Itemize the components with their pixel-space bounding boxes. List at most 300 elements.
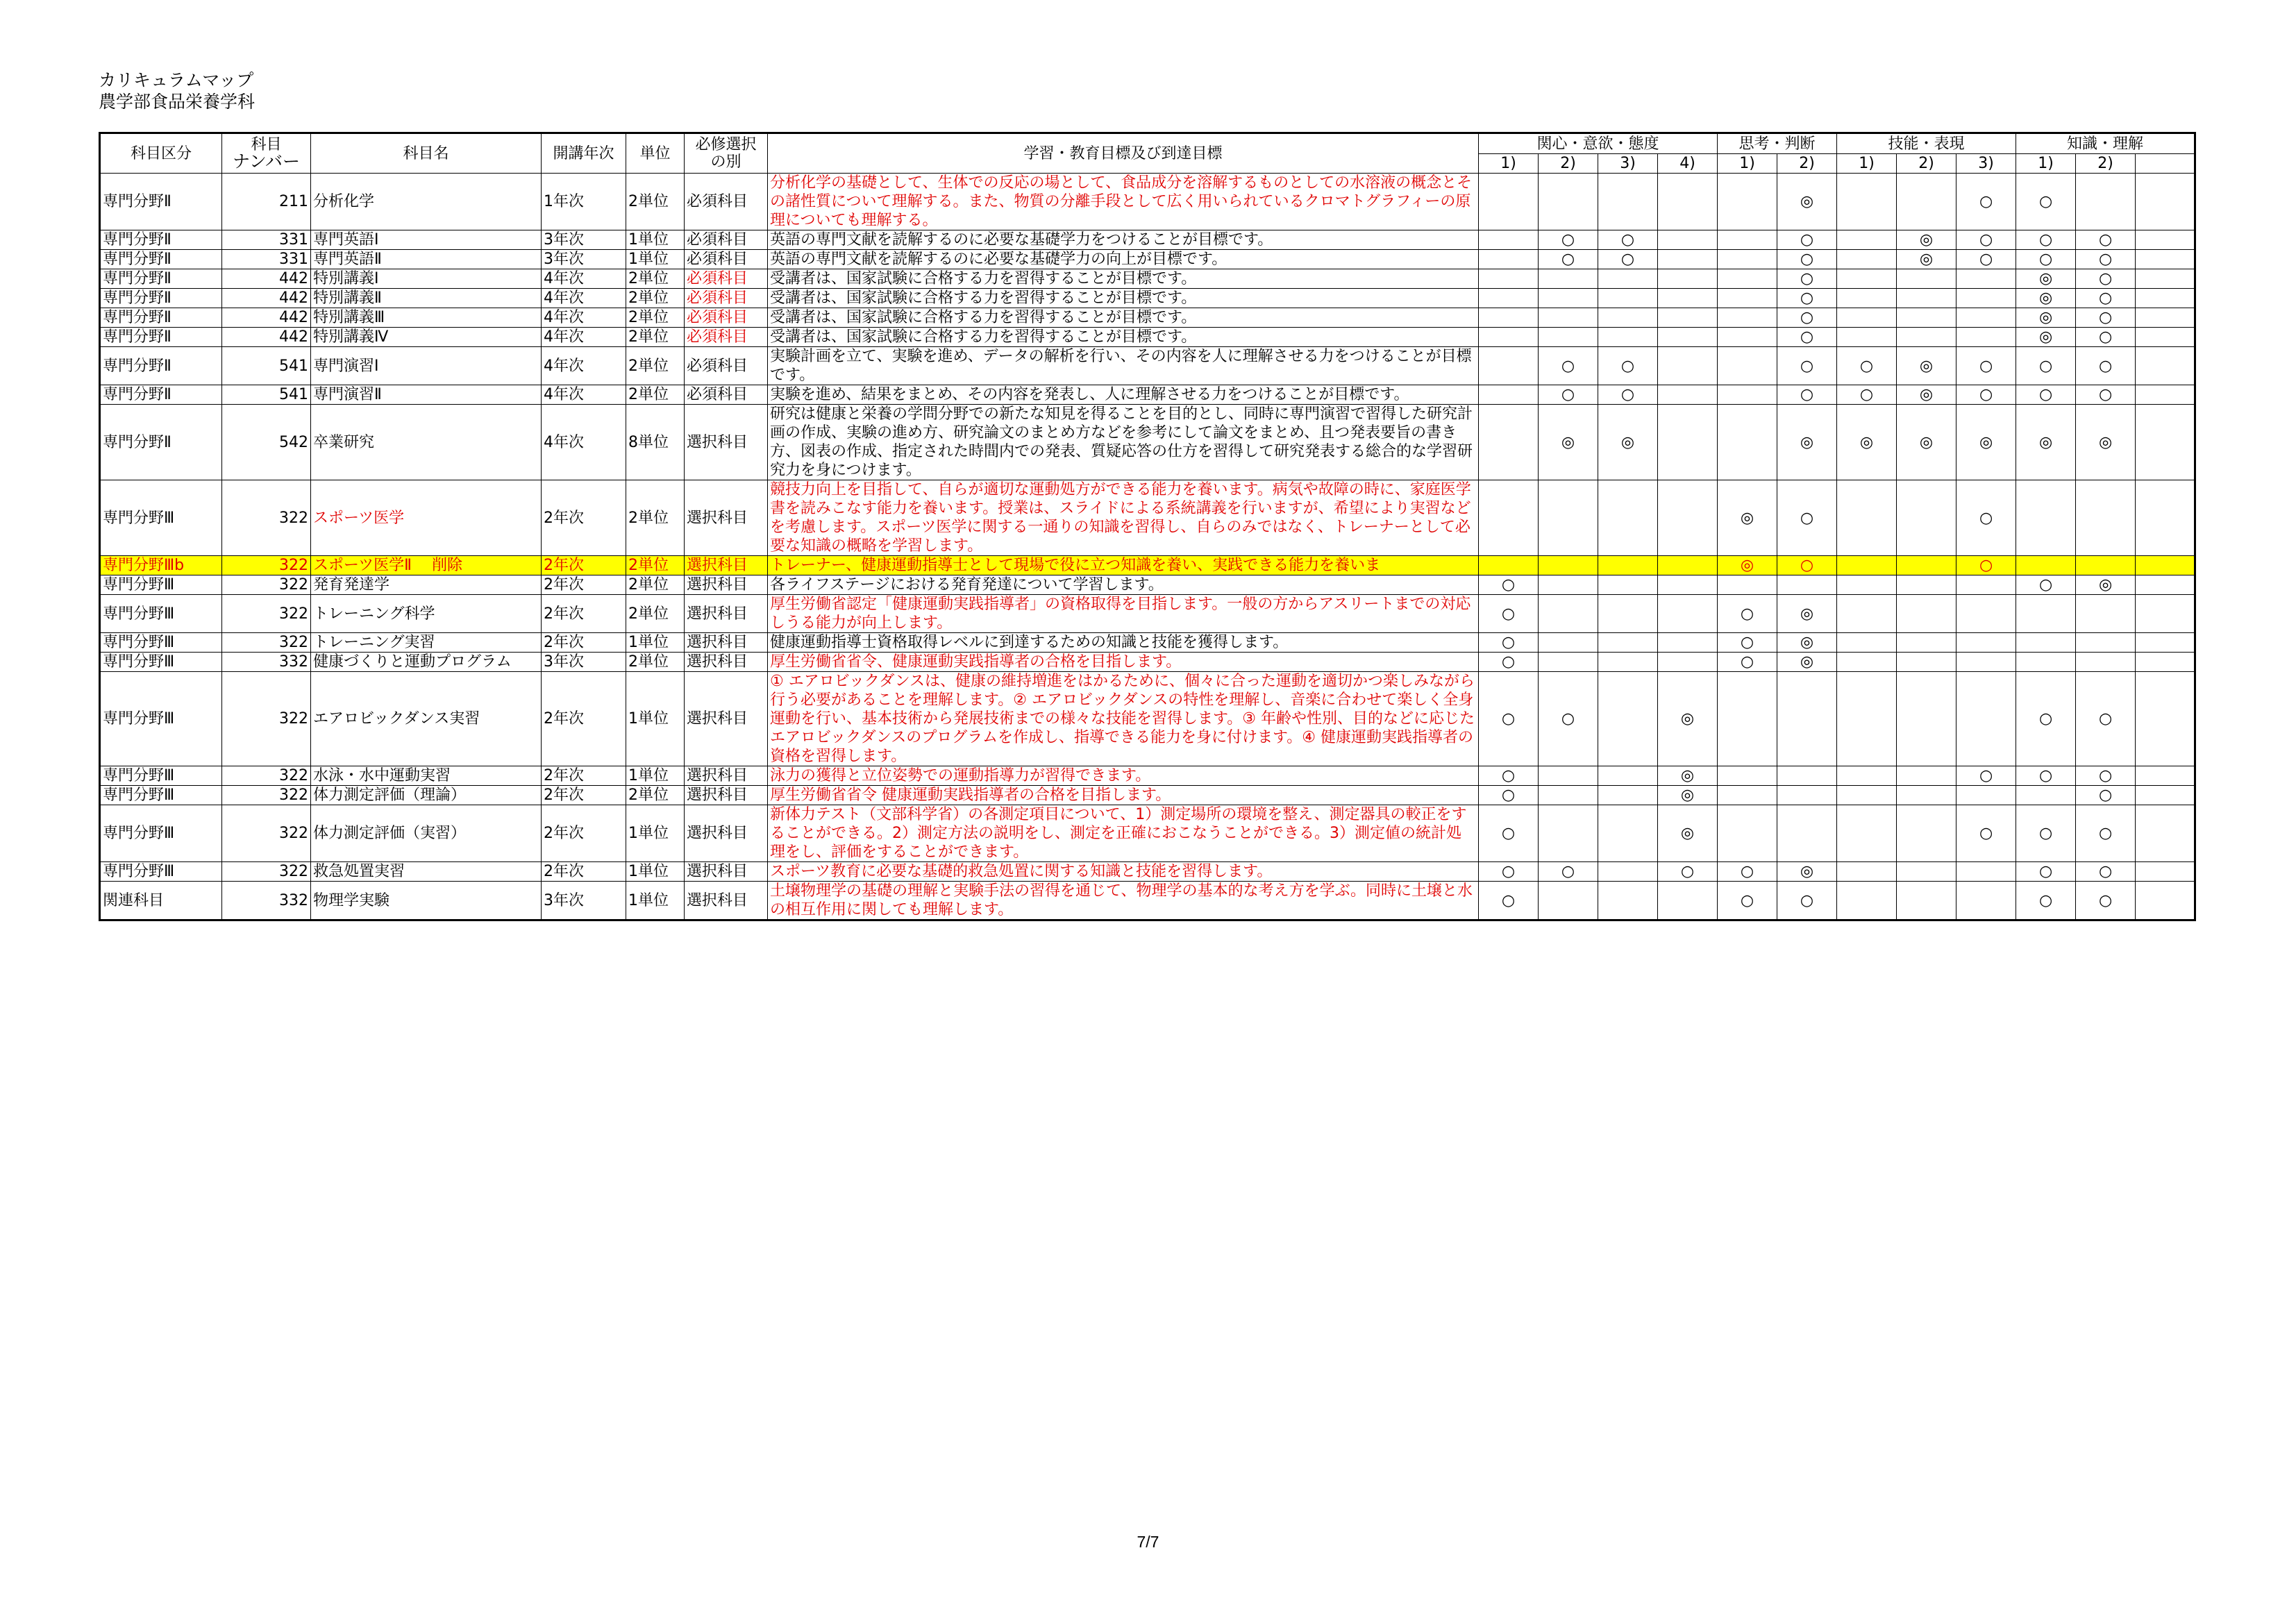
course-year: 4年次 bbox=[542, 308, 626, 328]
mark-cell: ◎ bbox=[2016, 405, 2076, 480]
mark-cell: ○ bbox=[2076, 805, 2136, 862]
mark-cell: ○ bbox=[1956, 805, 2016, 862]
course-year: 4年次 bbox=[542, 328, 626, 347]
mark-cell bbox=[1598, 328, 1658, 347]
table-row bbox=[100, 805, 2195, 862]
course-goal: 競技力向上を目指して、自らが適切な運動処方ができる能力を養います。病気や故障の時に、家庭医学書を読みこなす能力を養います。授業は、スライドによる系統講義を行いますが、希望により実習などを考慮します。スポーツ医学に関する一通りの知識を習得し、自らのみではなく、トレーナーとして必要な知識の概略を学習します。 bbox=[768, 480, 1479, 556]
course-required: 必須科目 bbox=[685, 328, 768, 347]
course-year: 1年次 bbox=[542, 174, 626, 230]
mark-cell bbox=[1718, 405, 1777, 480]
course-goal: 受講者は、国家試験に合格する力を習得することが目標です。 bbox=[768, 289, 1479, 308]
mark-cell bbox=[2136, 766, 2195, 786]
mark-cell bbox=[1718, 805, 1777, 862]
mark-cell: ◎ bbox=[1897, 385, 1956, 405]
mark-cell bbox=[1479, 385, 1539, 405]
mark-cell bbox=[1598, 269, 1658, 289]
course-year: 4年次 bbox=[542, 347, 626, 385]
mark-cell bbox=[1598, 575, 1658, 595]
mark-cell bbox=[2016, 480, 2076, 556]
course-category: 専門分野Ⅲ bbox=[100, 480, 222, 556]
mark-cell bbox=[1598, 480, 1658, 556]
table-row bbox=[100, 328, 2195, 347]
mark-cell bbox=[1658, 174, 1718, 230]
mark-cell bbox=[1837, 633, 1897, 653]
mark-cell: ○ bbox=[2016, 385, 2076, 405]
mark-cell: ○ bbox=[1777, 347, 1837, 385]
mark-cell: ○ bbox=[1956, 230, 2016, 250]
table-row bbox=[100, 405, 2195, 480]
mark-cell bbox=[1658, 556, 1718, 575]
mark-cell bbox=[1837, 575, 1897, 595]
course-number: 322 bbox=[222, 556, 311, 575]
header-sub-3: 3) bbox=[1598, 154, 1658, 174]
mark-cell bbox=[1718, 269, 1777, 289]
mark-cell: ○ bbox=[1777, 385, 1837, 405]
course-year: 2年次 bbox=[542, 556, 626, 575]
mark-cell: ◎ bbox=[1897, 230, 1956, 250]
mark-cell bbox=[1837, 230, 1897, 250]
header-number-line2: ナンバー bbox=[232, 151, 300, 171]
course-number: 442 bbox=[222, 289, 311, 308]
course-required: 選択科目 bbox=[685, 672, 768, 766]
course-credits: 2単位 bbox=[626, 385, 685, 405]
mark-cell bbox=[1539, 328, 1598, 347]
header-sub-10: 1) bbox=[2016, 154, 2076, 174]
mark-cell bbox=[1718, 308, 1777, 328]
mark-cell bbox=[1897, 595, 1956, 633]
course-name: 体力測定評価（実習） bbox=[311, 805, 542, 862]
course-number: 322 bbox=[222, 862, 311, 882]
mark-cell bbox=[1539, 786, 1598, 805]
course-number: 331 bbox=[222, 230, 311, 250]
course-credits: 1単位 bbox=[626, 633, 685, 653]
header-unit: 単位 bbox=[626, 133, 685, 174]
table-row bbox=[100, 230, 2195, 250]
course-goal: 実験計画を立て、実験を進め、データの解析を行い、その内容を人に理解させる力をつけることが目標です。 bbox=[768, 347, 1479, 385]
header-sub-6: 2) bbox=[1777, 154, 1837, 174]
mark-cell: ○ bbox=[1718, 595, 1777, 633]
course-credits: 2単位 bbox=[626, 174, 685, 230]
mark-cell bbox=[1897, 786, 1956, 805]
mark-cell bbox=[1658, 328, 1718, 347]
header-group-knowledge: 知識・理解 bbox=[2016, 133, 2195, 154]
mark-cell: ◎ bbox=[1777, 595, 1837, 633]
header-category: 科目区分 bbox=[100, 133, 222, 174]
mark-cell bbox=[2136, 882, 2195, 920]
course-number: 322 bbox=[222, 786, 311, 805]
course-year: 2年次 bbox=[542, 480, 626, 556]
mark-cell bbox=[1598, 308, 1658, 328]
course-year: 2年次 bbox=[542, 575, 626, 595]
mark-cell bbox=[1539, 289, 1598, 308]
course-goal: 実験を進め、結果をまとめ、その内容を発表し、人に理解させる力をつけることが目標です。 bbox=[768, 385, 1479, 405]
mark-cell bbox=[1539, 174, 1598, 230]
table-row bbox=[100, 174, 2195, 230]
course-credits: 2単位 bbox=[626, 653, 685, 672]
course-credits: 2単位 bbox=[626, 556, 685, 575]
mark-cell: ○ bbox=[2076, 672, 2136, 766]
mark-cell bbox=[1837, 766, 1897, 786]
mark-cell bbox=[2016, 653, 2076, 672]
mark-cell bbox=[1598, 633, 1658, 653]
page-number: 7/7 bbox=[1137, 1533, 1159, 1551]
mark-cell bbox=[2136, 805, 2195, 862]
course-year: 3年次 bbox=[542, 230, 626, 250]
mark-cell: ◎ bbox=[1777, 862, 1837, 882]
header-group-skill: 技能・表現 bbox=[1837, 133, 2016, 154]
mark-cell bbox=[1897, 633, 1956, 653]
mark-cell: ○ bbox=[2076, 250, 2136, 269]
mark-cell: ○ bbox=[2016, 575, 2076, 595]
mark-cell: ◎ bbox=[1897, 347, 1956, 385]
mark-cell bbox=[2136, 328, 2195, 347]
mark-cell: ○ bbox=[1777, 269, 1837, 289]
mark-cell bbox=[1658, 289, 1718, 308]
course-credits: 2単位 bbox=[626, 308, 685, 328]
header-required-line1: 必修選択 bbox=[695, 136, 757, 153]
header-number-line1: 科目 bbox=[251, 136, 282, 153]
mark-cell bbox=[1479, 556, 1539, 575]
course-required: 選択科目 bbox=[685, 882, 768, 920]
mark-cell bbox=[1837, 862, 1897, 882]
mark-cell: ○ bbox=[1539, 250, 1598, 269]
mark-cell bbox=[1897, 653, 1956, 672]
mark-cell bbox=[2076, 595, 2136, 633]
mark-cell: ○ bbox=[1479, 805, 1539, 862]
table-row bbox=[100, 882, 2195, 920]
course-number: 322 bbox=[222, 672, 311, 766]
mark-cell bbox=[1897, 289, 1956, 308]
mark-cell: ○ bbox=[1598, 347, 1658, 385]
mark-cell bbox=[2136, 480, 2195, 556]
mark-cell bbox=[1598, 786, 1658, 805]
mark-cell bbox=[2136, 174, 2195, 230]
mark-cell: ○ bbox=[2016, 805, 2076, 862]
course-required: 選択科目 bbox=[685, 653, 768, 672]
mark-cell bbox=[1718, 347, 1777, 385]
course-credits: 1単位 bbox=[626, 766, 685, 786]
mark-cell bbox=[1479, 250, 1539, 269]
course-number: 442 bbox=[222, 328, 311, 347]
course-name: エアロビックダンス実習 bbox=[311, 672, 542, 766]
mark-cell bbox=[2136, 250, 2195, 269]
header-sub-12 bbox=[2136, 154, 2195, 174]
course-goal: スポーツ教育に必要な基礎的救急処置に関する知識と技能を習得します。 bbox=[768, 862, 1479, 882]
mark-cell bbox=[1837, 672, 1897, 766]
course-category: 専門分野Ⅱ bbox=[100, 347, 222, 385]
mark-cell bbox=[1658, 480, 1718, 556]
mark-cell: ◎ bbox=[1777, 405, 1837, 480]
mark-cell bbox=[1598, 653, 1658, 672]
course-required: 必須科目 bbox=[685, 269, 768, 289]
mark-cell bbox=[1658, 575, 1718, 595]
mark-cell bbox=[1837, 308, 1897, 328]
header-required-line2: の別 bbox=[710, 153, 741, 171]
course-goal: 英語の専門文献を読解するのに必要な基礎学力の向上が目標です。 bbox=[768, 250, 1479, 269]
mark-cell: ○ bbox=[1479, 882, 1539, 920]
course-goal: 受講者は、国家試験に合格する力を習得することが目標です。 bbox=[768, 328, 1479, 347]
course-year: 2年次 bbox=[542, 595, 626, 633]
mark-cell: ○ bbox=[1479, 862, 1539, 882]
mark-cell bbox=[1837, 786, 1897, 805]
mark-cell: ○ bbox=[2076, 269, 2136, 289]
mark-cell bbox=[1479, 480, 1539, 556]
course-credits: 1単位 bbox=[626, 250, 685, 269]
mark-cell bbox=[1897, 805, 1956, 862]
mark-cell: ◎ bbox=[1658, 766, 1718, 786]
mark-cell: ○ bbox=[1479, 672, 1539, 766]
course-category: 専門分野Ⅲ bbox=[100, 805, 222, 862]
mark-cell bbox=[1956, 308, 2016, 328]
header-sub-2: 2) bbox=[1539, 154, 1598, 174]
header-sub-9: 3) bbox=[1956, 154, 2016, 174]
course-category: 関連科目 bbox=[100, 882, 222, 920]
course-year: 2年次 bbox=[542, 786, 626, 805]
mark-cell: ◎ bbox=[1777, 174, 1837, 230]
mark-cell: ○ bbox=[1598, 385, 1658, 405]
mark-cell bbox=[2136, 405, 2195, 480]
course-goal: 各ライフステージにおける発育発達について学習します。 bbox=[768, 575, 1479, 595]
mark-cell bbox=[1539, 269, 1598, 289]
mark-cell bbox=[2016, 786, 2076, 805]
mark-cell: ○ bbox=[2016, 250, 2076, 269]
course-number: 541 bbox=[222, 385, 311, 405]
mark-cell bbox=[1658, 405, 1718, 480]
table-row bbox=[100, 633, 2195, 653]
course-number: 322 bbox=[222, 633, 311, 653]
mark-cell bbox=[1897, 480, 1956, 556]
mark-cell bbox=[2136, 308, 2195, 328]
course-name: トレーニング実習 bbox=[311, 633, 542, 653]
course-year: 3年次 bbox=[542, 882, 626, 920]
course-category: 専門分野Ⅱ bbox=[100, 308, 222, 328]
mark-cell bbox=[1539, 595, 1598, 633]
mark-cell: ○ bbox=[1479, 766, 1539, 786]
mark-cell: ○ bbox=[1479, 633, 1539, 653]
mark-cell bbox=[2016, 595, 2076, 633]
course-goal: 受講者は、国家試験に合格する力を習得することが目標です。 bbox=[768, 308, 1479, 328]
course-name: トレーニング科学 bbox=[311, 595, 542, 633]
mark-cell bbox=[1837, 174, 1897, 230]
course-year: 3年次 bbox=[542, 653, 626, 672]
header-required bbox=[685, 133, 768, 174]
course-category: 専門分野Ⅱ bbox=[100, 230, 222, 250]
course-year: 4年次 bbox=[542, 289, 626, 308]
mark-cell bbox=[1598, 595, 1658, 633]
mark-cell: ○ bbox=[2016, 347, 2076, 385]
course-goal: 受講者は、国家試験に合格する力を習得することが目標です。 bbox=[768, 269, 1479, 289]
course-number: 211 bbox=[222, 174, 311, 230]
mark-cell bbox=[1479, 308, 1539, 328]
course-credits: 2単位 bbox=[626, 328, 685, 347]
mark-cell: ◎ bbox=[1658, 786, 1718, 805]
mark-cell bbox=[1718, 289, 1777, 308]
mark-cell bbox=[1956, 882, 2016, 920]
course-goal: 泳力の獲得と立位姿勢での運動指導力が習得できます。 bbox=[768, 766, 1479, 786]
document-title bbox=[99, 69, 255, 112]
mark-cell bbox=[1658, 653, 1718, 672]
mark-cell bbox=[1598, 862, 1658, 882]
mark-cell bbox=[1479, 230, 1539, 250]
mark-cell bbox=[1539, 882, 1598, 920]
title-line-1: カリキュラムマップ bbox=[99, 70, 254, 90]
mark-cell bbox=[1598, 556, 1658, 575]
mark-cell: ○ bbox=[1598, 230, 1658, 250]
mark-cell bbox=[1897, 882, 1956, 920]
mark-cell bbox=[1777, 786, 1837, 805]
course-credits: 2単位 bbox=[626, 575, 685, 595]
table-row bbox=[100, 250, 2195, 269]
course-number: 322 bbox=[222, 595, 311, 633]
course-year: 4年次 bbox=[542, 405, 626, 480]
mark-cell: ○ bbox=[2076, 862, 2136, 882]
course-credits: 2単位 bbox=[626, 786, 685, 805]
course-name: 救急処置実習 bbox=[311, 862, 542, 882]
mark-cell: ○ bbox=[1956, 347, 2016, 385]
course-required: 選択科目 bbox=[685, 405, 768, 480]
course-name: 特別講義Ⅰ bbox=[311, 269, 542, 289]
course-number: 322 bbox=[222, 805, 311, 862]
mark-cell bbox=[1837, 328, 1897, 347]
mark-cell bbox=[1539, 766, 1598, 786]
course-goal: 新体力テスト（文部科学省）の各測定項目について、1）測定場所の環境を整え、測定器具の較正をすることができる。2）測定方法の説明をし、測定を正確におこなうことができる。3）測定値の統計処理をし、評価をすることができます。 bbox=[768, 805, 1479, 862]
mark-cell bbox=[1539, 480, 1598, 556]
mark-cell bbox=[2136, 269, 2195, 289]
course-year: 3年次 bbox=[542, 250, 626, 269]
course-required: 必須科目 bbox=[685, 308, 768, 328]
course-credits: 2単位 bbox=[626, 289, 685, 308]
mark-cell: ◎ bbox=[1777, 653, 1837, 672]
course-name: 分析化学 bbox=[311, 174, 542, 230]
mark-cell: ◎ bbox=[2076, 575, 2136, 595]
mark-cell bbox=[2076, 633, 2136, 653]
course-category: 専門分野Ⅱ bbox=[100, 250, 222, 269]
header-number bbox=[222, 133, 311, 174]
mark-cell: ○ bbox=[1837, 385, 1897, 405]
mark-cell bbox=[1897, 269, 1956, 289]
mark-cell bbox=[1658, 385, 1718, 405]
mark-cell: ○ bbox=[1718, 633, 1777, 653]
table-row bbox=[100, 556, 2195, 575]
mark-cell bbox=[1658, 595, 1718, 633]
mark-cell: ○ bbox=[2076, 882, 2136, 920]
mark-cell bbox=[1658, 308, 1718, 328]
mark-cell: ◎ bbox=[1598, 405, 1658, 480]
mark-cell: ○ bbox=[1539, 347, 1598, 385]
course-goal: 研究は健康と栄養の学問分野での新たな知見を得ることを目的とし、同時に専門演習で習得した研究計画の作成、実験の進め方、研究論文のまとめ方などを参考にして論文をまとめ、且つ発表要旨の書き方、図表の作成、指定された時間内での発表、質疑応答の仕方を習得して研究発表する総合的な学習研究力を身につけます。 bbox=[768, 405, 1479, 480]
course-category: 専門分野Ⅲ bbox=[100, 786, 222, 805]
mark-cell bbox=[1837, 250, 1897, 269]
mark-cell bbox=[2136, 556, 2195, 575]
course-required: 選択科目 bbox=[685, 786, 768, 805]
mark-cell bbox=[1598, 805, 1658, 862]
mark-cell: ○ bbox=[1539, 230, 1598, 250]
mark-cell bbox=[1837, 556, 1897, 575]
mark-cell bbox=[1837, 882, 1897, 920]
mark-cell: ○ bbox=[1777, 556, 1837, 575]
mark-cell bbox=[2016, 633, 2076, 653]
mark-cell: ○ bbox=[1956, 250, 2016, 269]
mark-cell bbox=[2076, 480, 2136, 556]
mark-cell: ○ bbox=[1539, 385, 1598, 405]
course-required: 選択科目 bbox=[685, 556, 768, 575]
course-credits: 1単位 bbox=[626, 882, 685, 920]
mark-cell bbox=[1718, 328, 1777, 347]
title-line-2: 農学部食品栄養学科 bbox=[99, 92, 255, 112]
mark-cell: ◎ bbox=[1897, 405, 1956, 480]
mark-cell: ○ bbox=[1837, 347, 1897, 385]
course-goal: 健康運動指導士資格取得レベルに到達するための知識と技能を獲得します。 bbox=[768, 633, 1479, 653]
mark-cell bbox=[1956, 786, 2016, 805]
course-year: 2年次 bbox=[542, 766, 626, 786]
course-name: 専門英語Ⅰ bbox=[311, 230, 542, 250]
course-year: 2年次 bbox=[542, 862, 626, 882]
mark-cell: ○ bbox=[2076, 308, 2136, 328]
course-name: 卒業研究 bbox=[311, 405, 542, 480]
curriculum-map-table bbox=[99, 132, 2196, 921]
course-number: 322 bbox=[222, 480, 311, 556]
table-row bbox=[100, 575, 2195, 595]
mark-cell bbox=[1897, 308, 1956, 328]
course-category: 専門分野Ⅱ bbox=[100, 405, 222, 480]
mark-cell bbox=[1479, 347, 1539, 385]
mark-cell: ○ bbox=[1658, 862, 1718, 882]
mark-cell: ○ bbox=[1956, 766, 2016, 786]
course-number: 542 bbox=[222, 405, 311, 480]
mark-cell: ◎ bbox=[1837, 405, 1897, 480]
course-goal: 厚生労働省省令、健康運動実践指導者の合格を目指します。 bbox=[768, 653, 1479, 672]
course-goal: 厚生労働省省令 健康運動実践指導者の合格を目指します。 bbox=[768, 786, 1479, 805]
mark-cell bbox=[1658, 269, 1718, 289]
course-number: 332 bbox=[222, 882, 311, 920]
mark-cell bbox=[2076, 174, 2136, 230]
mark-cell: ○ bbox=[1777, 289, 1837, 308]
mark-cell bbox=[1837, 480, 1897, 556]
mark-cell: ○ bbox=[2076, 385, 2136, 405]
mark-cell bbox=[1956, 653, 2016, 672]
mark-cell bbox=[1777, 805, 1837, 862]
mark-cell: ○ bbox=[1777, 230, 1837, 250]
mark-cell bbox=[1598, 174, 1658, 230]
mark-cell bbox=[2136, 230, 2195, 250]
course-goal: 土壌物理学の基礎の理解と実験手法の習得を通じて、物理学の基本的な考え方を学ぶ。同時に土壌と水の相互作用に関しても理解します。 bbox=[768, 882, 1479, 920]
mark-cell: ◎ bbox=[1897, 250, 1956, 269]
course-required: 必須科目 bbox=[685, 250, 768, 269]
mark-cell bbox=[1897, 174, 1956, 230]
mark-cell: ○ bbox=[1539, 862, 1598, 882]
course-credits: 2単位 bbox=[626, 480, 685, 556]
course-year: 2年次 bbox=[542, 672, 626, 766]
mark-cell bbox=[1956, 862, 2016, 882]
mark-cell bbox=[1718, 174, 1777, 230]
table-body bbox=[100, 174, 2195, 920]
course-number: 541 bbox=[222, 347, 311, 385]
table-row bbox=[100, 347, 2195, 385]
mark-cell bbox=[1658, 347, 1718, 385]
mark-cell bbox=[1897, 556, 1956, 575]
table-row bbox=[100, 595, 2195, 633]
course-credits: 2単位 bbox=[626, 347, 685, 385]
course-number: 332 bbox=[222, 653, 311, 672]
mark-cell: ○ bbox=[2016, 882, 2076, 920]
mark-cell bbox=[1837, 595, 1897, 633]
course-category: 専門分野Ⅱ bbox=[100, 328, 222, 347]
mark-cell bbox=[2136, 653, 2195, 672]
course-required: 選択科目 bbox=[685, 766, 768, 786]
mark-cell bbox=[2136, 385, 2195, 405]
table-row bbox=[100, 672, 2195, 766]
course-number: 322 bbox=[222, 766, 311, 786]
